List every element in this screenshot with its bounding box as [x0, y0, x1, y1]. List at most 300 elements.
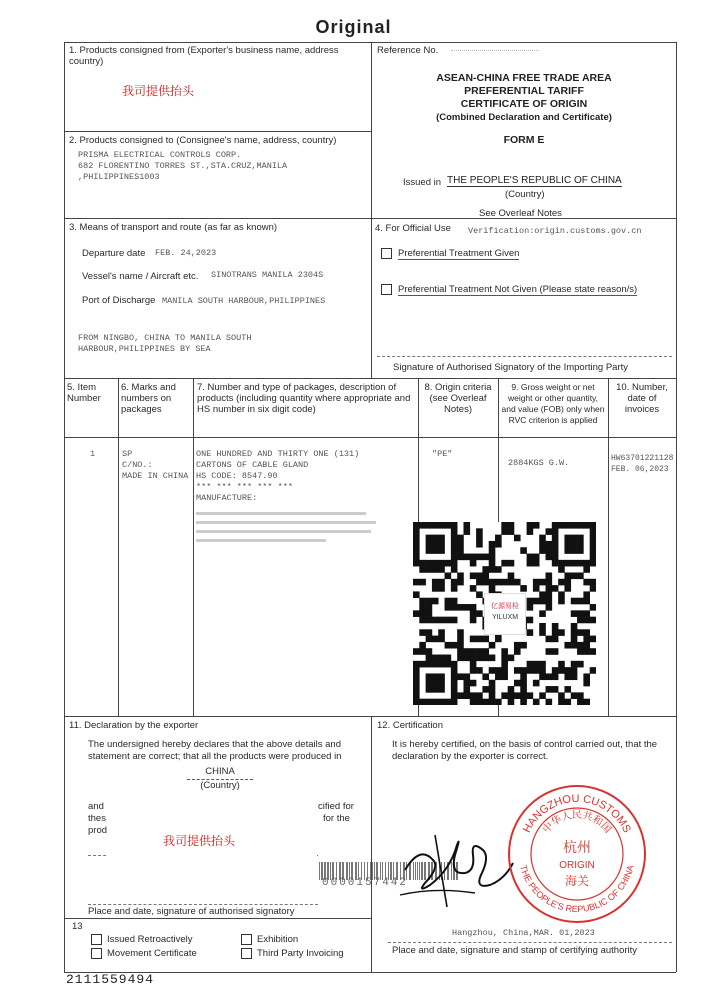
qr-module: [501, 673, 508, 680]
qr-module: [489, 692, 496, 699]
qr-module: [571, 673, 578, 680]
qr-module: [508, 560, 515, 567]
qr-module: [438, 566, 445, 573]
qr-module: [451, 535, 458, 542]
qr-module: [552, 560, 559, 567]
checkbox-exhibition[interactable]: [241, 934, 252, 945]
qr-module: [463, 655, 470, 662]
qr-module: [489, 560, 496, 567]
qr-module: [590, 648, 596, 655]
qr-module: [489, 547, 496, 554]
certifier-signature-line: [388, 942, 672, 943]
qr-module: [558, 560, 565, 567]
qr-module: [571, 535, 578, 542]
qr-module: [489, 541, 496, 548]
qr-module: [432, 598, 439, 605]
box4-label: 4. For Official Use: [375, 223, 451, 234]
qr-module: [445, 522, 452, 529]
qr-module: [508, 655, 515, 662]
qr-module: [564, 522, 571, 529]
qr-module: [546, 591, 553, 598]
desc-line: CARTONS OF CABLE GLAND: [196, 460, 309, 470]
qr-module: [457, 541, 464, 548]
qr-module: [533, 598, 540, 605]
qr-module: [546, 604, 553, 611]
qr-module: [564, 686, 571, 693]
seal-cn-text: 中华人民共和国: [541, 810, 613, 836]
qr-module: [508, 572, 515, 579]
qr-module: [489, 686, 496, 693]
qr-module: [533, 560, 540, 567]
qr-module: [508, 528, 515, 535]
qr-module: [476, 636, 483, 643]
qr-module: [413, 554, 420, 561]
qr-module: [590, 579, 596, 586]
qr-module: [590, 560, 596, 567]
checkbox-movement-certificate[interactable]: [91, 948, 102, 959]
qr-module: [552, 673, 559, 680]
qr-module: [590, 535, 596, 542]
checkbox-treatment-not-given[interactable]: [381, 284, 392, 295]
qr-module: [577, 547, 584, 554]
qr-module: [539, 610, 546, 617]
qr-module: [426, 610, 433, 617]
issued-retroactively-label: Issued Retroactively: [107, 934, 193, 945]
qr-module: [426, 686, 433, 693]
qr-module: [571, 522, 578, 529]
qr-module: [451, 692, 458, 699]
qr-module: [438, 617, 445, 624]
qr-module: [470, 585, 477, 592]
qr-module: [445, 560, 452, 567]
qr-module: [463, 648, 470, 655]
qr-module: [590, 541, 596, 548]
qr-module: [432, 560, 439, 567]
qr-module: [438, 547, 445, 554]
qr-module: [470, 680, 477, 687]
qr-module: [432, 680, 439, 687]
qr-module: [482, 572, 489, 579]
qr-module: [583, 673, 590, 680]
qr-module: [552, 623, 559, 630]
qr-module: [571, 623, 578, 630]
declaration-country-label: (Country): [200, 780, 240, 791]
form-header: [372, 72, 676, 147]
see-overleaf: See Overleaf Notes: [479, 208, 562, 219]
importer-signature-label: Signature of Authorised Signatory of the Importing Party: [393, 362, 628, 373]
qr-module: [413, 541, 420, 548]
checkbox-issued-retroactively[interactable]: [91, 934, 102, 945]
qr-module: [552, 528, 559, 535]
qr-module: [571, 547, 578, 554]
qr-module: [476, 699, 483, 705]
qr-module: [546, 686, 553, 693]
declaration-thes: thes: [88, 813, 106, 824]
col-marks: 6. Marks and numbers on packages: [121, 382, 176, 415]
qr-module: [489, 667, 496, 674]
departure-value: FEB. 24,2023: [155, 248, 217, 258]
qr-module: [432, 699, 439, 705]
qr-module: [583, 642, 590, 649]
qr-module: [514, 692, 521, 699]
qr-module: [470, 667, 477, 674]
qr-module: [463, 686, 470, 693]
qr-module: [463, 554, 470, 561]
qr-module: [445, 604, 452, 611]
qr-module: [564, 673, 571, 680]
qr-module: [457, 579, 464, 586]
declaration-cified-for: cified for: [318, 801, 354, 812]
qr-module: [413, 610, 420, 617]
qr-module: [476, 648, 483, 655]
qr-module: [451, 642, 458, 649]
qr-module: [590, 554, 596, 561]
qr-module: [539, 591, 546, 598]
qr-module: [438, 629, 445, 636]
certification-text2: declaration by the exporter is correct.: [392, 751, 549, 762]
qr-module: [426, 522, 433, 529]
qr-module: [564, 585, 571, 592]
third-party-invoicing-label: Third Party Invoicing: [257, 948, 344, 959]
qr-module: [438, 655, 445, 662]
qr-module: [426, 636, 433, 643]
qr-module: [413, 680, 420, 687]
header-line1: ASEAN-CHINA FREE TRADE AREA: [436, 72, 612, 84]
qr-module: [419, 629, 426, 636]
qr-module: [419, 560, 426, 567]
qr-module: [583, 636, 590, 643]
qr-module: [457, 636, 464, 643]
qr-module: [583, 617, 590, 624]
qr-module: [438, 541, 445, 548]
qr-module: [539, 535, 546, 542]
qr-module: [552, 648, 559, 655]
qr-module: [426, 541, 433, 548]
qr-module: [508, 522, 515, 529]
qr-module: [583, 610, 590, 617]
qr-module: [445, 617, 452, 624]
qr-module: [463, 680, 470, 687]
checkbox-treatment-given[interactable]: [381, 248, 392, 259]
qr-module: [571, 636, 578, 643]
qr-module: [539, 579, 546, 586]
qr-module: [571, 541, 578, 548]
qr-module: [520, 585, 527, 592]
issued-value: THE PEOPLE'S REPUBLIC OF CHINA: [447, 175, 622, 186]
qr-module: [577, 572, 584, 579]
exporter-signature-line: [88, 904, 318, 905]
qr-module: [476, 692, 483, 699]
declaration-for-the: for the: [323, 813, 350, 824]
qr-module: [419, 579, 426, 586]
qr-module: [546, 673, 553, 680]
qr-module: [451, 673, 458, 680]
qr-module: [495, 667, 502, 674]
qr-module: [552, 547, 559, 554]
qr-module: [520, 680, 527, 687]
qr-module: [489, 585, 496, 592]
certificate-serial-number: 2111559494: [66, 972, 155, 987]
seal-city: 杭州: [563, 840, 591, 856]
qr-module: [413, 547, 420, 554]
qr-module: [571, 692, 578, 699]
verification-url: Verification:origin.customs.gov.cn: [468, 226, 642, 236]
qr-module: [457, 673, 464, 680]
qr-module: [482, 648, 489, 655]
qr-module: [577, 560, 584, 567]
qr-module: [432, 547, 439, 554]
certification-text1: It is hereby certified, on the basis of control carried out, that the: [392, 739, 658, 750]
qr-module: [489, 680, 496, 687]
qr-module: [457, 604, 464, 611]
qr-module: [476, 572, 483, 579]
qr-module: [546, 572, 553, 579]
qr-module: [577, 692, 584, 699]
issued-country-label: (Country): [505, 189, 545, 200]
declaration-text2: statement are correct; that all the products were produced in: [88, 751, 342, 762]
seal-origin: ORIGIN: [559, 860, 595, 871]
qr-module: [438, 579, 445, 586]
qr-module: [451, 598, 458, 605]
qr-module: [590, 522, 596, 529]
qr-module: [470, 692, 477, 699]
qr-module: [413, 528, 420, 535]
qr-module: [577, 699, 584, 705]
qr-module: [552, 522, 559, 529]
qr-module: [558, 661, 565, 668]
qr-module: [476, 610, 483, 617]
qr-module: [426, 699, 433, 705]
qr-module: [590, 528, 596, 535]
svg-text:THE PEOPLE'S REPUBLIC OF CHINA: [518, 864, 635, 914]
desc-line: MANUFACTURE:: [196, 493, 258, 503]
qr-module: [489, 655, 496, 662]
qr-module: [583, 566, 590, 573]
qr-module: [470, 661, 477, 668]
row-item-number: 1: [90, 449, 96, 459]
route-line: HARBOUR,PHILIPPINES BY SEA: [78, 344, 211, 354]
qr-module: [501, 692, 508, 699]
qr-module: [463, 522, 470, 529]
qr-module: [583, 598, 590, 605]
qr-module: [451, 554, 458, 561]
qr-module: [558, 579, 565, 586]
qr-module: [590, 617, 596, 624]
qr-module: [577, 598, 584, 605]
qr-module: [419, 604, 426, 611]
qr-code: [413, 522, 596, 705]
qr-module: [577, 648, 584, 655]
vessel-label: Vessel's name / Aircraft etc.: [82, 271, 199, 282]
qr-module: [552, 585, 559, 592]
qr-module: [445, 572, 452, 579]
qr-module: [419, 598, 426, 605]
qr-module: [426, 629, 433, 636]
qr-module: [546, 598, 553, 605]
qr-module: [583, 579, 590, 586]
qr-module: [552, 667, 559, 674]
qr-module: [590, 636, 596, 643]
qr-module: [527, 629, 534, 636]
qr-module: [520, 667, 527, 674]
qr-module: [463, 528, 470, 535]
qr-module: [470, 572, 477, 579]
qr-module: [445, 655, 452, 662]
qr-module: [558, 692, 565, 699]
qr-module: [419, 648, 426, 655]
qr-module: [432, 673, 439, 680]
qr-module: [539, 629, 546, 636]
qr-module: [419, 699, 426, 705]
qr-logo: [484, 593, 526, 635]
qr-module: [552, 629, 559, 636]
exporter-signature-label: Place and date, signature of authorised signatory: [88, 906, 295, 917]
qr-module: [463, 604, 470, 611]
qr-module: [533, 699, 540, 705]
qr-module: [533, 522, 540, 529]
qr-module: [571, 661, 578, 668]
qr-module: [546, 636, 553, 643]
handwritten-signature: [395, 815, 520, 910]
qr-module: [571, 667, 578, 674]
qr-module: [527, 554, 534, 561]
qr-module: [520, 673, 527, 680]
qr-module: [482, 699, 489, 705]
qr-module: [539, 673, 546, 680]
qr-logo-en: YILUXM: [491, 614, 519, 621]
page-title: Original: [315, 17, 392, 37]
qr-module: [590, 585, 596, 592]
qr-module: [558, 699, 565, 705]
box13-label: 13: [72, 921, 83, 932]
qr-module: [514, 642, 521, 649]
qr-module: [514, 667, 521, 674]
consignee-block: [78, 150, 287, 183]
header-line4: (Combined Declaration and Certificate): [436, 112, 612, 123]
consignee-line: PRISMA ELECTRICAL CONTROLS CORP.: [78, 150, 242, 160]
qr-module: [577, 522, 584, 529]
qr-module: [482, 636, 489, 643]
qr-module: [470, 610, 477, 617]
qr-module: [583, 591, 590, 598]
qr-module: [520, 699, 527, 705]
consignee-line: 682 FLORENTINO TORRES ST.,STA.CRUZ,MANILA: [78, 161, 288, 171]
certifier-signature-label: Place and date, signature and stamp of certifying authority: [392, 945, 638, 956]
qr-module: [438, 686, 445, 693]
qr-module: [438, 535, 445, 542]
qr-module: [457, 535, 464, 542]
qr-module: [558, 667, 565, 674]
qr-module: [451, 661, 458, 668]
qr-module: [501, 528, 508, 535]
qr-module: [514, 535, 521, 542]
qr-module: [413, 560, 420, 567]
qr-module: [476, 554, 483, 561]
qr-module: [546, 585, 553, 592]
qr-module: [426, 566, 433, 573]
qr-module: [432, 636, 439, 643]
qr-module: [577, 541, 584, 548]
qr-module: [583, 522, 590, 529]
qr-module: [527, 617, 534, 624]
qr-module: [558, 629, 565, 636]
qr-module: [432, 617, 439, 624]
qr-module: [413, 686, 420, 693]
col-origin-criteria: 8. Origin criteria (see Overleaf Notes): [424, 382, 492, 415]
qr-module: [438, 560, 445, 567]
qr-module: [564, 642, 571, 649]
qr-module: [432, 585, 439, 592]
box1-label: 1. Products consigned from (Exporter's business name, address country): [69, 45, 339, 67]
qr-module: [501, 655, 508, 662]
qr-module: [419, 617, 426, 624]
declarant-stamp-text: 我司提供抬头: [163, 834, 236, 848]
qr-module: [470, 648, 477, 655]
declaration-and: and: [88, 801, 104, 812]
qr-module: [438, 585, 445, 592]
qr-module: [438, 680, 445, 687]
marks-line: MADE IN CHINA: [122, 471, 189, 481]
consignee-line: ,PHILIPPINES1003: [78, 172, 160, 182]
qr-module: [533, 585, 540, 592]
qr-module: [413, 522, 420, 529]
col-description: 7. Number and type of packages, description of products (including quantity where appropriate and HS number in six digit code): [197, 382, 411, 415]
qr-module: [413, 667, 420, 674]
qr-module: [470, 699, 477, 705]
qr-module: [495, 636, 502, 643]
qr-module: [438, 522, 445, 529]
qr-module: [432, 566, 439, 573]
col-item-number: 5. Item Number: [67, 382, 101, 404]
qr-module: [451, 604, 458, 611]
qr-module: [527, 560, 534, 567]
qr-module: [564, 572, 571, 579]
qr-module: [432, 661, 439, 668]
qr-module: [501, 667, 508, 674]
qr-module: [564, 579, 571, 586]
manufacturer-redacted: [196, 508, 386, 568]
qr-module: [552, 554, 559, 561]
qr-module: [527, 522, 534, 529]
declaration-text1: The undersigned hereby declares that the above details and: [88, 739, 341, 750]
qr-module: [571, 598, 578, 605]
qr-module: [482, 673, 489, 680]
qr-module: [539, 661, 546, 668]
desc-line: ONE HUNDRED AND THIRTY ONE (131): [196, 449, 360, 459]
qr-module: [501, 579, 508, 586]
checkbox-third-party-invoicing[interactable]: [241, 948, 252, 959]
qr-module: [508, 579, 515, 586]
qr-module: [482, 655, 489, 662]
qr-module: [489, 699, 496, 705]
exporter-stamp-overlay: [70, 70, 368, 126]
exporter-stamp-text: 我司提供抬头: [122, 84, 195, 98]
qr-module: [482, 554, 489, 561]
qr-module: [527, 692, 534, 699]
qr-module: [426, 535, 433, 542]
qr-module: [552, 535, 559, 542]
qr-module: [426, 648, 433, 655]
qr-module: [432, 655, 439, 662]
barcode-number: 0000157442: [322, 877, 409, 889]
qr-module: [552, 686, 559, 693]
qr-module: [564, 541, 571, 548]
qr-module: [470, 655, 477, 662]
qr-module: [432, 686, 439, 693]
qr-module: [552, 636, 559, 643]
qr-module: [451, 585, 458, 592]
qr-module: [457, 554, 464, 561]
